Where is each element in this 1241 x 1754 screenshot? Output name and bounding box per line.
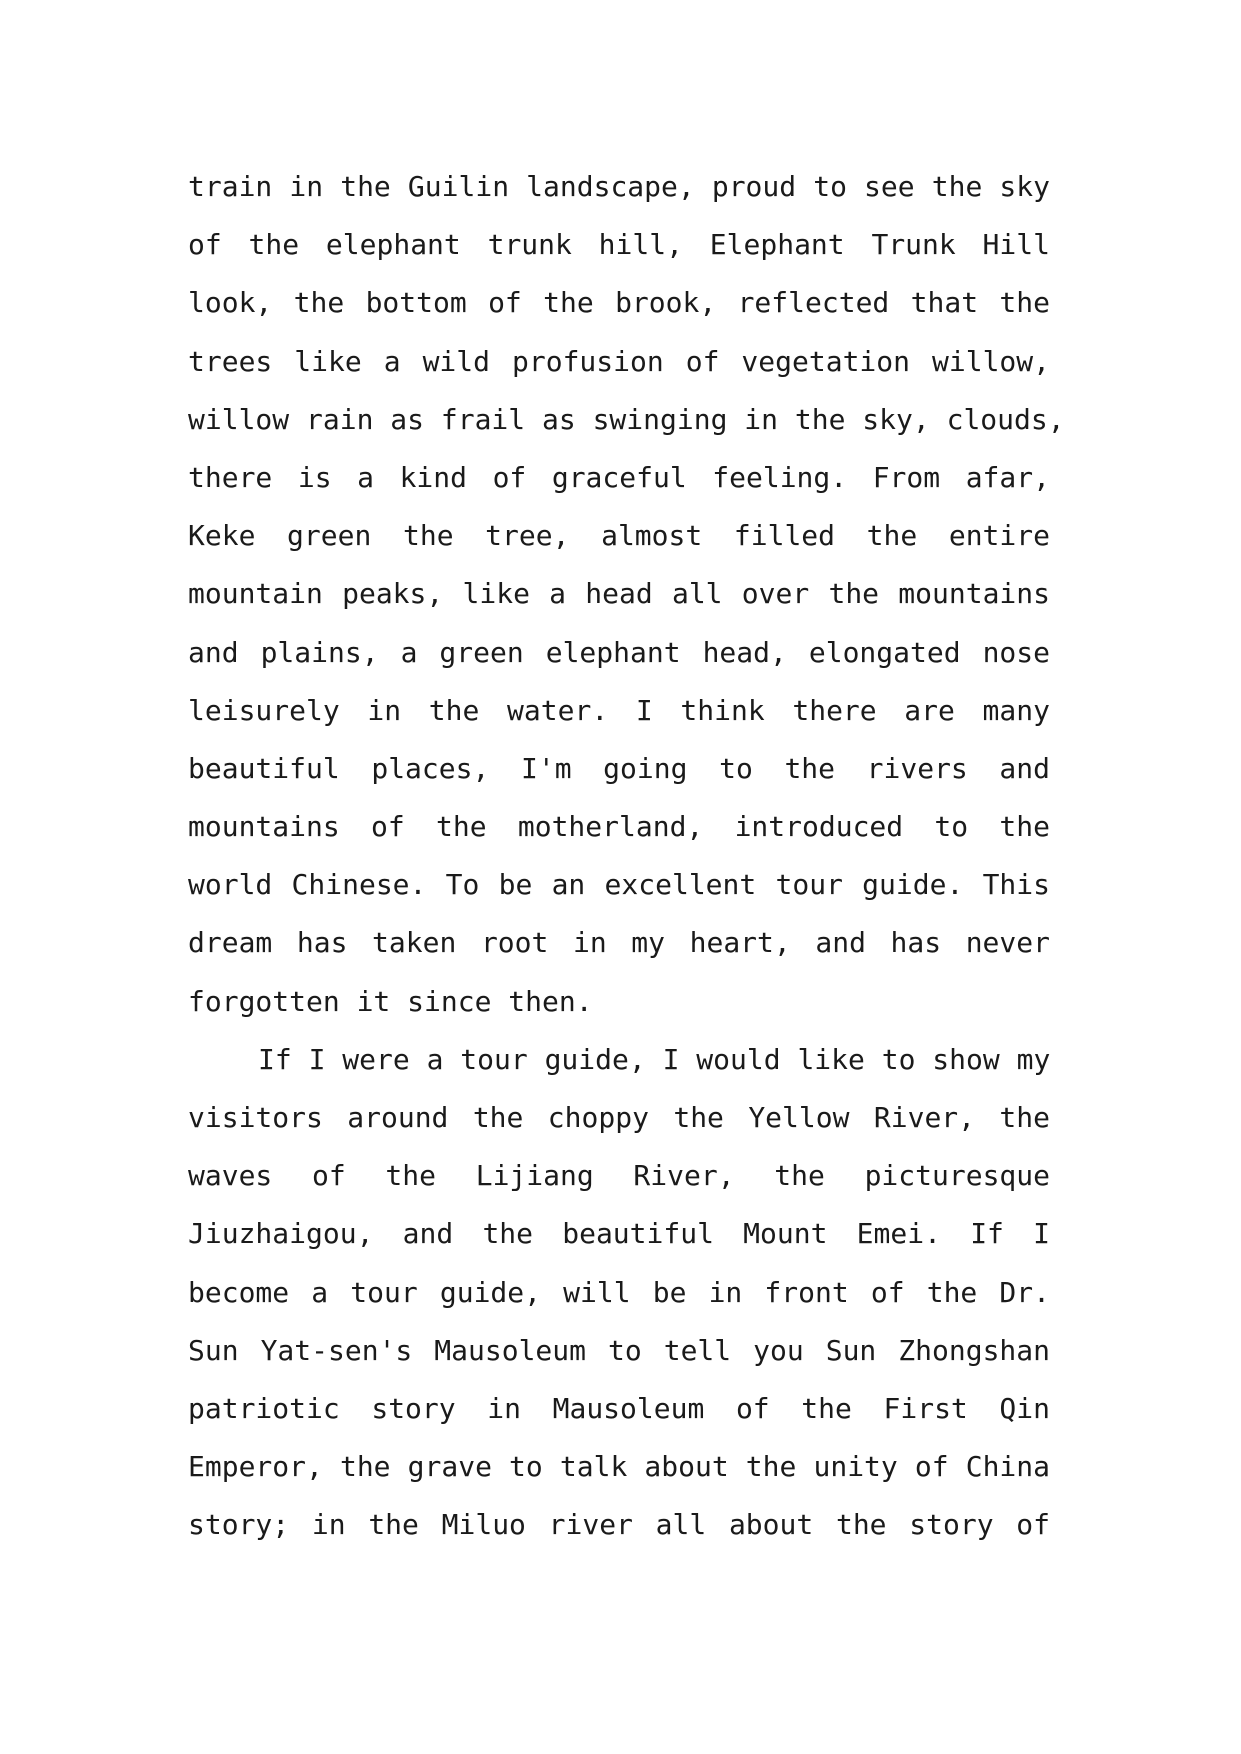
text-line: Jiuzhaigou, and the beautiful Mount Emei. If I: [188, 1217, 1050, 1251]
text-line: mountain peaks, like a head all over the mountains: [188, 577, 1050, 611]
text-line: willow rain as frail as swinging in the sky, clouds,: [188, 402, 1065, 436]
paragraph-end-line: forgotten it since then.: [188, 984, 593, 1018]
text-line: and plains, a green elephant head, elongated nose: [188, 635, 1050, 669]
text-line: waves of the Lijiang River, the picturesque: [188, 1159, 1050, 1193]
text-line: become a tour guide, will be in front of the Dr.: [188, 1275, 1050, 1309]
text-line: visitors around the choppy the Yellow River, the: [188, 1101, 1050, 1134]
text-line: Sun Yat-sen's Mausoleum to tell you Sun Zhongshan: [188, 1333, 1050, 1367]
text-line: of the elephant trunk hill, Elephant Trunk Hill: [188, 228, 1050, 262]
text-line: Emperor, the grave to talk about the unity of China: [188, 1450, 1050, 1484]
text-line: Keke green the tree, almost filled the entire: [188, 519, 1050, 553]
paragraph-start-line: If I were a tour guide, I would like to show my: [258, 1042, 1051, 1076]
text-line: mountains of the motherland, introduced to the: [188, 810, 1050, 844]
text-line: patriotic story in Mausoleum of the First Qin: [188, 1391, 1050, 1425]
text-line: story; in the Miluo river all about the story of: [188, 1508, 1050, 1542]
text-line: look, the bottom of the brook, reflected that the: [188, 286, 1050, 320]
text-line: trees like a wild profusion of vegetation willow,: [188, 344, 1050, 378]
text-line: there is a kind of graceful feeling. From afar,: [188, 460, 1050, 494]
body-text: [188, 158, 1065, 1555]
text-line: world Chinese. To be an excellent tour guide. This: [188, 868, 1050, 902]
text-line: dream has taken root in my heart, and has never: [188, 926, 1050, 960]
text-line: beautiful places, I'm going to the rivers and: [188, 751, 1050, 785]
text-line: leisurely in the water. I think there are many: [188, 693, 1050, 727]
text-line: train in the Guilin landscape, proud to see the sky: [188, 170, 1050, 203]
